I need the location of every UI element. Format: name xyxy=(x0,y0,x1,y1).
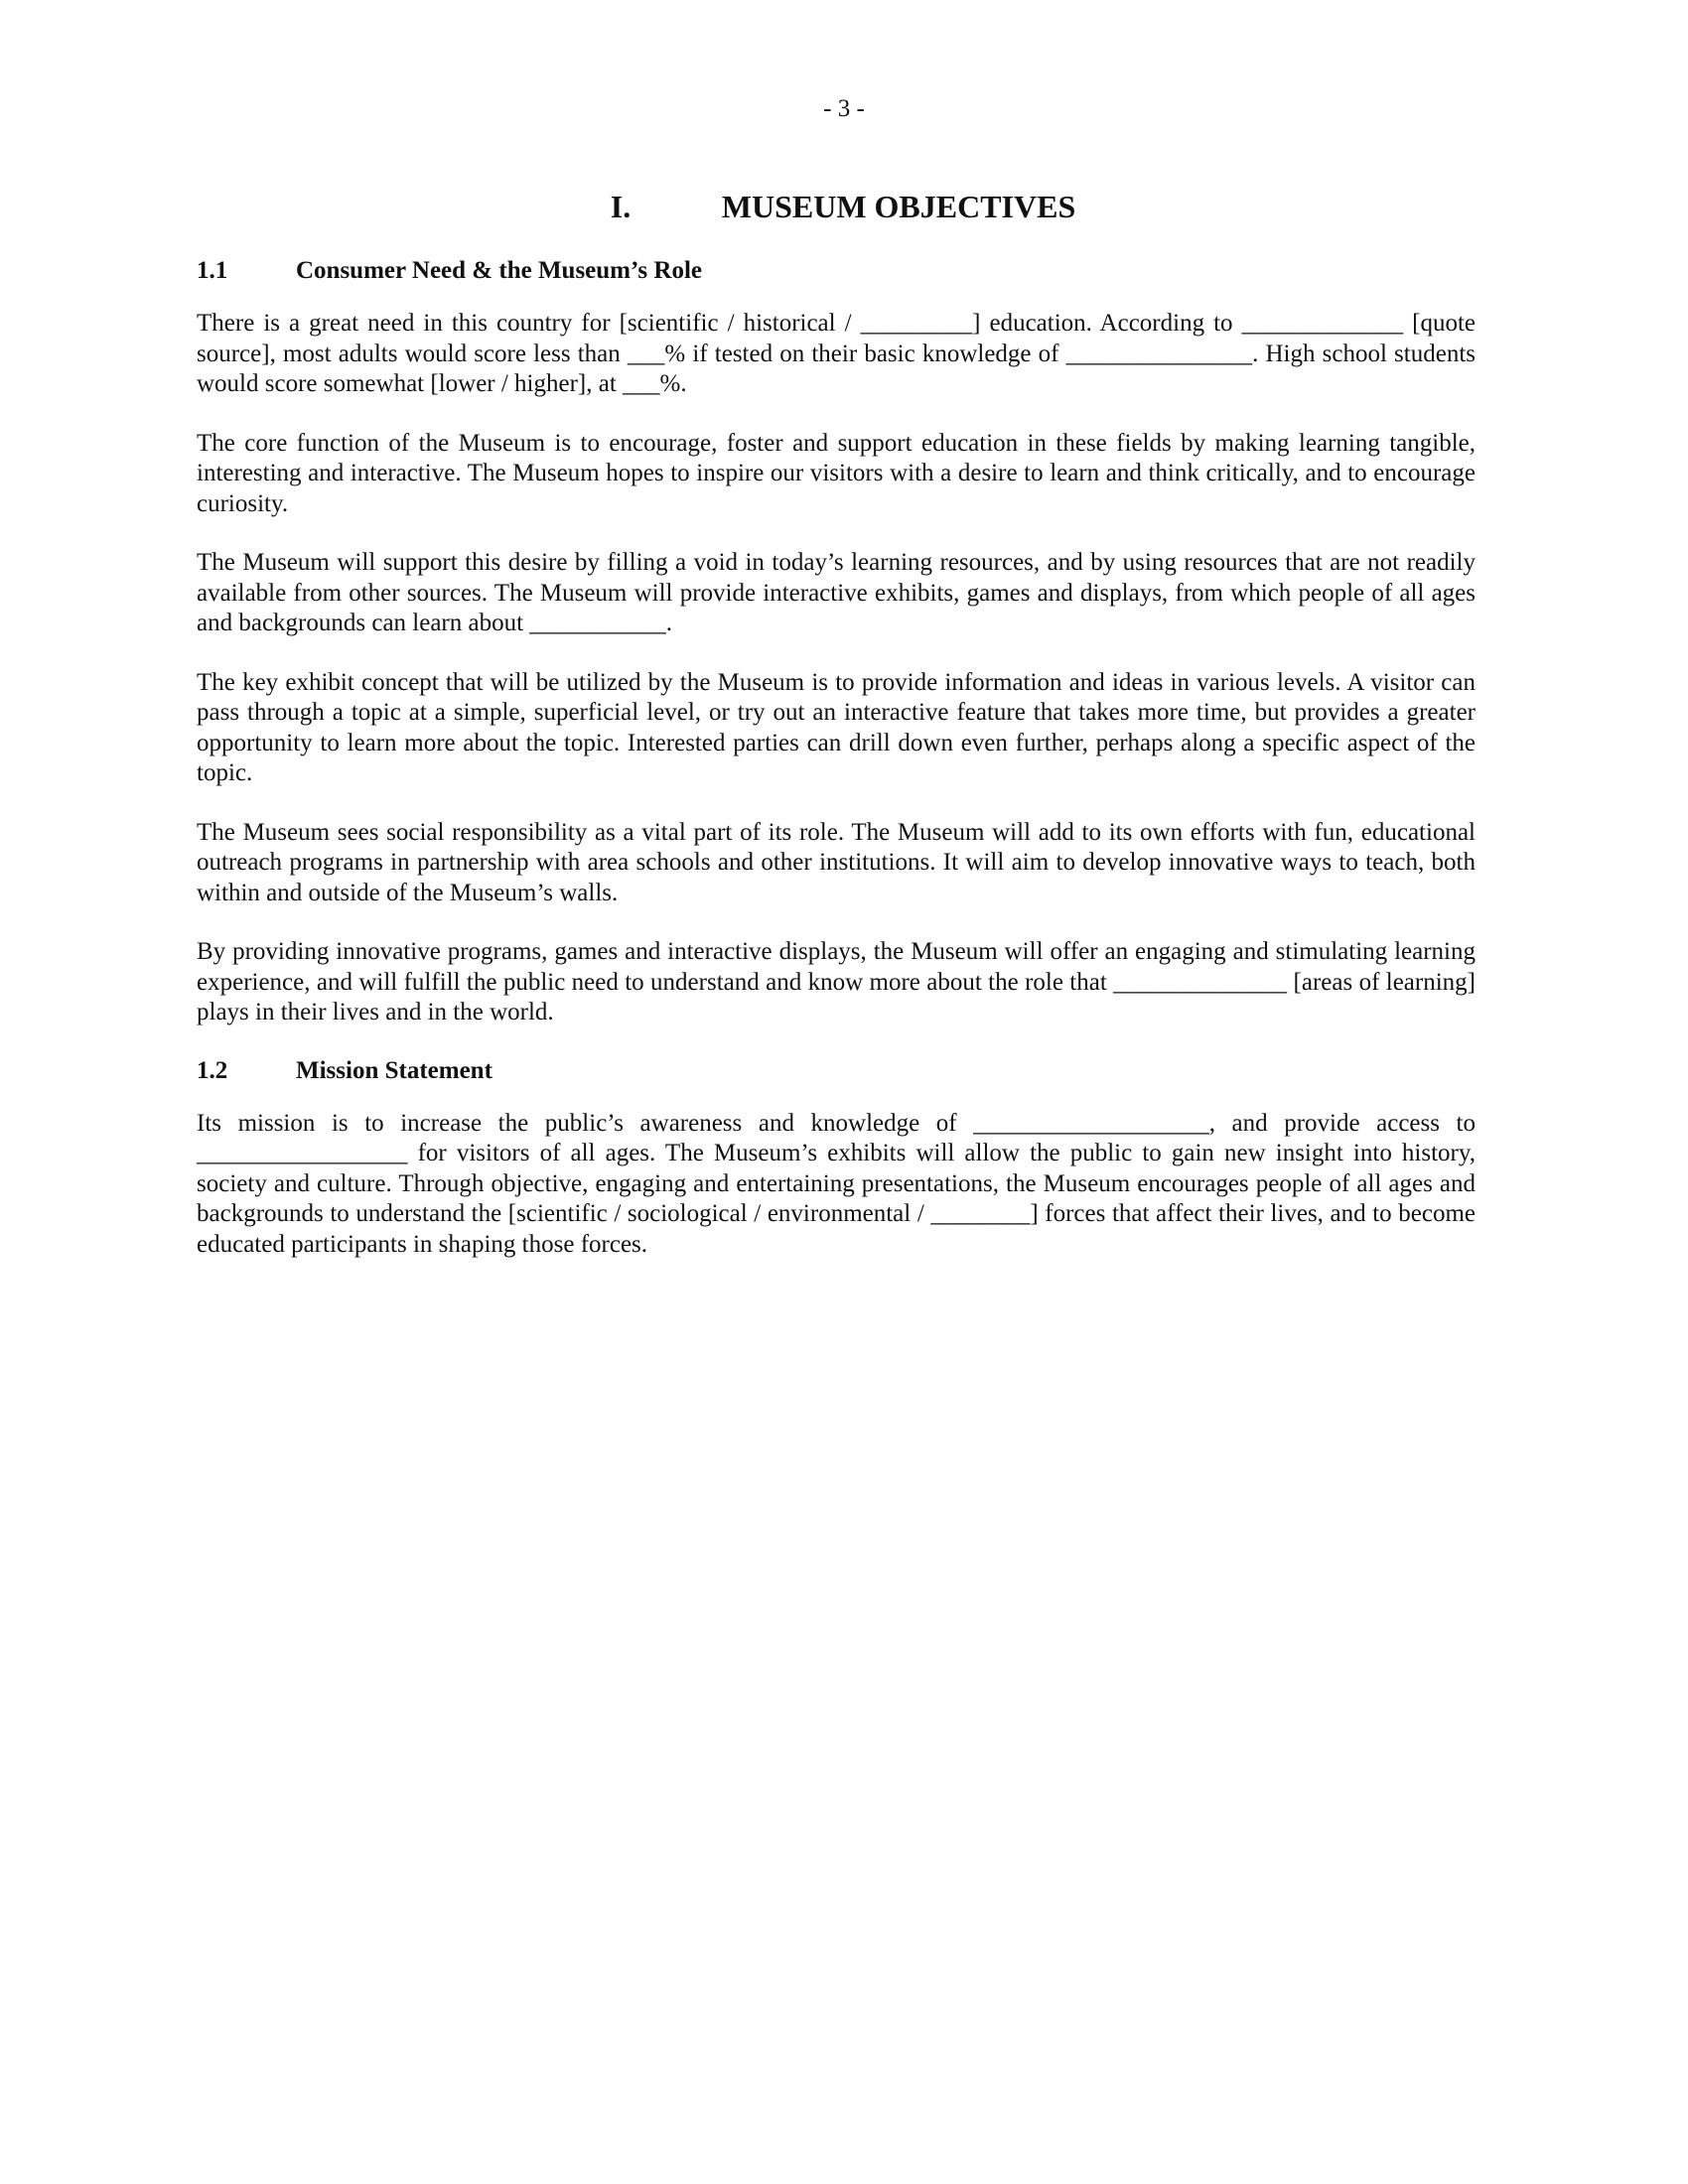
paragraph-consumer-need: There is a great need in this country for [scientific / historical / _________] education. According to _____________ [quote source], most adults would score less than ___% if tested on their basic knowledge of _______________. High school students would score somewhat [lower / higher], at ___%. xyxy=(197,310,1476,397)
section-number: I. xyxy=(610,189,632,224)
paragraph-exhibit-concept: The key exhibit concept that will be utilized by the Museum is to provide information and ideas in various levels. A visitor can pass through a topic at a simple, superficial level, or try out an interactive feature that takes more time, but provides a greater opportunity to learn more about the topic. Interested parties can drill down even further, perhaps along a specific aspect of the topic. xyxy=(197,668,1476,786)
subsection-title: Mission Statement xyxy=(296,1056,492,1084)
section-title: MUSEUM OBJECTIVES xyxy=(721,189,1076,224)
subsection-number: 1.1 xyxy=(197,257,228,284)
section-heading xyxy=(197,189,1476,225)
paragraph-social-responsibility: The Museum sees social responsibility as a vital part of its role. The Museum will add to its own efforts with fun, educational outreach programs in partnership with area schools and other institutions. It will aim to develop innovative ways to teach, both within and outside of the Museum’s walls. xyxy=(197,818,1476,906)
document-body xyxy=(197,189,1476,1289)
subsection-number: 1.2 xyxy=(197,1056,228,1084)
page-number: - 3 - xyxy=(823,95,865,122)
subsection-heading-1-2 xyxy=(197,1057,1476,1085)
paragraph-mission-statement: Its mission is to increase the public’s awareness and knowledge of ___________________, and provide access to _________________ for visitors of all ages. The Museum’s exhibits will allow the public to gain new insight into history, society and culture. Through objective, engaging and entertaining presentations, the Museum encourages people of all ages and backgrounds to understand the [scientific / sociological / environmental / ________] forces that affect their lives, and to become educated participants in shaping those forces. xyxy=(197,1109,1476,1258)
paragraph-learning-experience: By providing innovative programs, games and interactive displays, the Museum will offer an engaging and stimulating learning experience, and will fulfill the public need to understand and know more about the role that ______________ [areas of learning] plays in their lives and in the world. xyxy=(197,938,1476,1025)
subsection-heading-1-1 xyxy=(197,257,1476,285)
paragraph-core-function: The core function of the Museum is to encourage, foster and support education in these fields by making learning tangible, interesting and interactive. The Museum hopes to inspire our visitors with a desire to learn and think critically, and to encourage curiosity. xyxy=(197,429,1476,517)
paragraph-learning-resources: The Museum will support this desire by filling a void in today’s learning resources, and by using resources that are not readily available from other sources. The Museum will provide interactive exhibits, games and displays, from which people of all ages and backgrounds can learn about ___________. xyxy=(197,549,1476,636)
subsection-title: Consumer Need & the Museum’s Role xyxy=(296,257,702,284)
